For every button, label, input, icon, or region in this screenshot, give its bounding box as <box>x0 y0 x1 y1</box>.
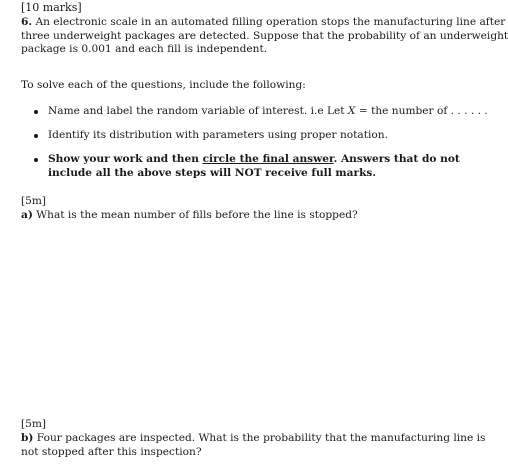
bullet1-prefix: Name and label the random variable of interest. i.e Let <box>48 105 348 117</box>
instruction-bullet-3-line-2: include all the above steps will NOT receive full marks. <box>48 167 377 179</box>
question-line-3: package is 0.001 and each fill is independent. <box>21 43 268 55</box>
part-a-marks: [5m] <box>21 195 47 207</box>
part-b-question-line-1 <box>21 432 485 445</box>
part-a-label: a) <box>21 209 33 221</box>
instruction-bullet-3-line-1 <box>48 153 460 166</box>
part-a-text: What is the mean number of fills before the line is stopped? <box>36 209 358 221</box>
circle-answer-text: circle the final answer <box>202 153 334 165</box>
part-b-question-line-2: not stopped after this inspection? <box>21 446 202 458</box>
bullet3-text-a: Show your work and then <box>48 153 203 165</box>
question-line-1 <box>21 16 505 29</box>
bullet-icon <box>34 110 38 114</box>
marks-header: [10 marks] <box>21 1 82 14</box>
part-b-label: b) <box>21 432 34 444</box>
bullet1-suffix: = the number of . . . . . . <box>355 105 488 117</box>
instruction-bullet-2: Identify its distribution with parameters using proper notation. <box>48 129 388 141</box>
question-line-2: three underweight packages are detected. Suppose that the probability of an underweight <box>21 30 508 42</box>
instructions-intro: To solve each of the questions, include the following: <box>21 79 306 91</box>
part-b-marks: [5m] <box>21 418 47 430</box>
question-text-1: An electronic scale in an automated filling operation stops the manufacturing line after <box>35 16 506 28</box>
question-number: 6. <box>21 16 33 28</box>
instruction-bullet-1 <box>48 105 488 118</box>
bullet-icon <box>34 158 38 162</box>
bullet-icon <box>34 134 38 138</box>
part-a-question <box>21 209 358 222</box>
random-variable: X <box>347 105 356 117</box>
bullet3-text-b: . Answers that do not <box>333 153 460 165</box>
part-b-text-1: Four packages are inspected. What is the probability that the manufacturing line is <box>36 432 486 444</box>
